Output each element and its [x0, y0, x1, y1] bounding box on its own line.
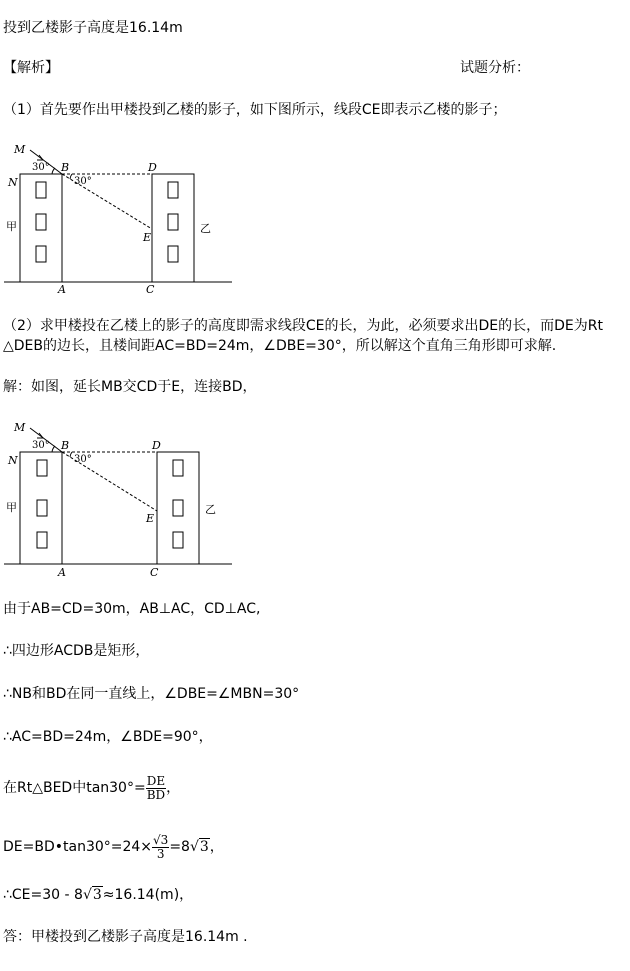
- de-mid: =8: [169, 839, 190, 855]
- answer-line: 答：甲楼投到乙楼影子高度是16.14m .: [3, 929, 248, 945]
- proof-line-1: 由于AB=CD=30m，AB⊥AC，CD⊥AC,: [3, 601, 261, 617]
- analysis-tag: 【解析】: [3, 60, 59, 76]
- step1-text: （1）首先要作出甲楼投到乙楼的影子，如下图所示，线段CE即表示乙楼的影子；: [3, 102, 507, 118]
- ce-prefix: ∴CE=30 - 8: [3, 887, 83, 903]
- label-N: N: [8, 176, 18, 189]
- label-E-2: E: [146, 512, 155, 525]
- building-left-label-2: 甲: [6, 501, 17, 514]
- tan-prefix: 在Rt△BED中tan30°=: [3, 780, 146, 796]
- label-N-2: N: [8, 454, 18, 467]
- label-A: A: [58, 283, 66, 296]
- solution-intro: 解：如图，延长MB交CD于E，连接BD，: [3, 379, 257, 395]
- label-D-2: D: [152, 439, 161, 452]
- label-C-2: C: [150, 566, 159, 576]
- sqrt-symbol-2: √: [82, 887, 92, 903]
- de-suffix: ，: [209, 839, 224, 855]
- de-radicand: 3: [199, 839, 209, 855]
- label-M-2: M: [14, 421, 26, 434]
- label-D: D: [148, 161, 157, 174]
- label-M: M: [14, 143, 26, 156]
- step2-line1: （2）求甲楼投在乙楼上的影子的高度即需求线段CE的长，为此，必须要求出DE的长，而DE为Rt: [3, 318, 603, 334]
- diagram-1: [0, 138, 240, 298]
- angle-right-2: 30°: [74, 454, 92, 465]
- label-A-2: A: [58, 566, 66, 576]
- label-C: C: [146, 283, 155, 296]
- building-right-label: 乙: [200, 222, 211, 235]
- proof-line-5: [3, 773, 180, 803]
- proof-line-2: ∴四边形ACDB是矩形，: [3, 643, 150, 659]
- label-B: B: [61, 161, 70, 174]
- sqrt-symbol: √: [189, 839, 199, 855]
- diagram-2: [0, 416, 240, 576]
- de-numerator: √3: [153, 832, 169, 847]
- label-E: E: [143, 231, 152, 244]
- proof-line-3: ∴NB和BD在同一直线上，∠DBE=∠MBN=30°: [3, 686, 300, 702]
- de-fraction: [152, 834, 169, 861]
- building-left-label: 甲: [6, 220, 17, 233]
- ce-suffix: ≈16.14(m)，: [102, 887, 194, 903]
- building-right-label-2: 乙: [205, 503, 216, 516]
- ce-radicand: 3: [92, 887, 102, 903]
- proof-line-4: ∴AC=BD=24m，∠BDE=90°，: [3, 729, 213, 745]
- angle-left-2: 30°: [32, 440, 50, 451]
- analysis-label: 试题分析：: [460, 60, 530, 76]
- tan-denominator: BD: [146, 787, 166, 802]
- proof-line-6: [3, 832, 224, 862]
- angle-left: 30°: [32, 162, 50, 173]
- proof-line-7: [3, 883, 193, 907]
- label-B-2: B: [61, 439, 70, 452]
- tan-fraction: [146, 775, 166, 802]
- de-prefix: DE=BD•tan30°=24×: [3, 839, 153, 855]
- angle-right: 30°: [74, 176, 92, 187]
- tan-suffix: ，: [166, 780, 181, 796]
- de-denominator: 3: [156, 846, 165, 861]
- tan-numerator: DE: [146, 773, 166, 788]
- step2-line2: △DEB的边长，且楼间距AC=BD=24m，∠DBE=30°，所以解这个直角三角形即可求解.: [3, 338, 557, 354]
- top-line: 投到乙楼影子高度是16.14m: [3, 20, 183, 36]
